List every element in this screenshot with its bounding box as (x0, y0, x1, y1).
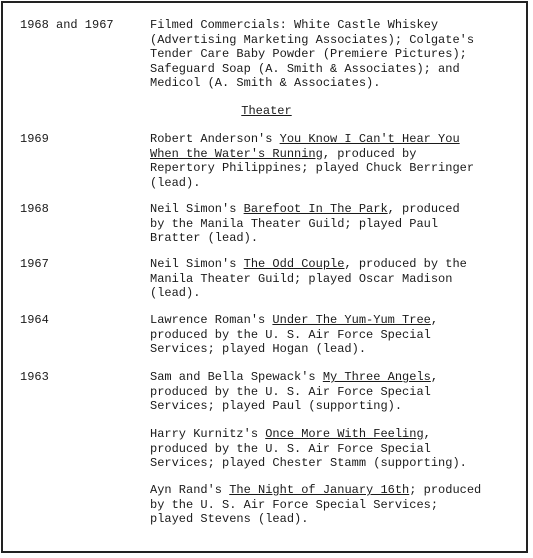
entry-author: Sam and Bella Spewack's (150, 370, 323, 384)
entry-year: 1968 and 1967 (20, 18, 114, 32)
play-title: Barefoot In The Park (243, 202, 388, 216)
entry-description (150, 257, 510, 301)
entry-author: Lawrence Roman's (150, 313, 273, 327)
section-title: Theater (241, 104, 292, 118)
entry-author: Harry Kurnitz's (150, 427, 266, 441)
entry-author: Neil Simon's (150, 257, 244, 271)
entry-year: 1963 (20, 370, 49, 384)
entry-year: 1967 (20, 257, 49, 271)
entry-description (150, 483, 510, 527)
play-title: Once More With Feeling (265, 427, 424, 441)
play-title: The Night of January 16th (229, 483, 410, 497)
entry-details: , produced by the U. S. Air Force Special Services; played Hogan (lead). (150, 313, 439, 357)
entry-description (150, 370, 510, 414)
entry-details: , produced by Repertory Philippines; played Chuck Berringer (lead). (150, 146, 475, 190)
play-title: You Know I Can't Hear You When the Water's Running (150, 132, 460, 161)
entry-details: , produced by the Manila Theater Guild; played Oscar Madison (lead). (150, 257, 467, 301)
entry-details: , produced by the U. S. Air Force Special Services; played Chester Stamm (supporting). (150, 427, 467, 471)
entry-description (150, 202, 510, 246)
entry-author: Neil Simon's (150, 202, 244, 216)
play-title: The Odd Couple (243, 257, 345, 271)
entry-year: 1964 (20, 313, 49, 327)
entry-author: Ayn Rand's (150, 483, 230, 497)
entry-details: , produced by the Manila Theater Guild; played Paul Bratter (lead). (150, 202, 460, 246)
play-title: My Three Angels (322, 370, 431, 384)
play-title: Under The Yum-Yum Tree (272, 313, 431, 327)
entry-year: 1969 (20, 132, 49, 146)
entry-author: Robert Anderson's (150, 132, 280, 146)
entry-year: 1968 (20, 202, 49, 216)
entry-description (150, 132, 510, 190)
entry-description (150, 313, 510, 357)
entry-details: , produced by the U. S. Air Force Special Services; played Paul (supporting). (150, 370, 439, 414)
entry-description: Filmed Commercials: White Castle Whiskey (Advertising Marketing Associates); Colgate's Tender Care Baby Powder (Premiere Pictures); Safeguard Soap (A. Smith & Associates); and Medicol (A. Smith & Associates). (150, 18, 475, 91)
entry-details: ; produced by the U. S. Air Force Special Services; played Stevens (lead). (150, 483, 482, 527)
entry-description (150, 427, 510, 471)
